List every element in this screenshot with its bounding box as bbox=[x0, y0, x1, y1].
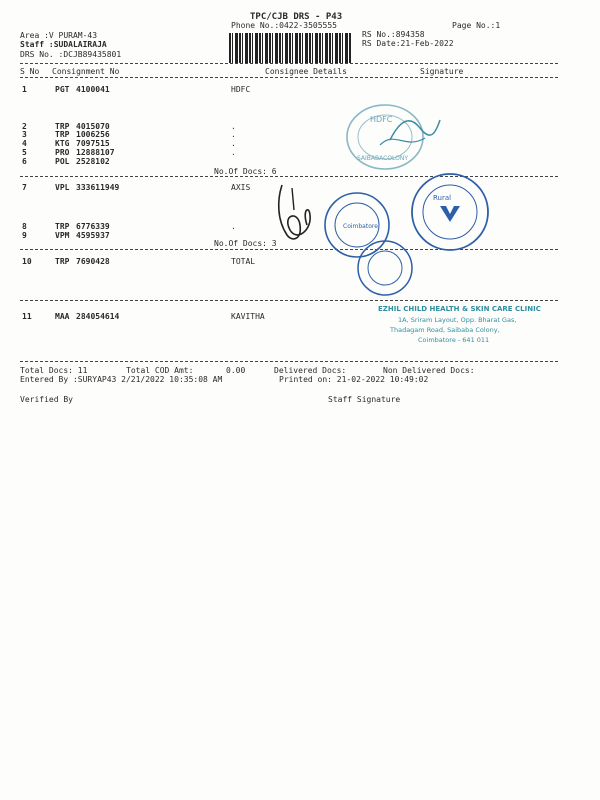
cod-label: Total COD Amt: bbox=[126, 366, 194, 375]
svg-text:Coimbatore: Coimbatore bbox=[343, 223, 378, 230]
col-signature: Signature bbox=[420, 67, 464, 76]
cod-value: 0.00 bbox=[226, 366, 246, 375]
document-title: TPC/CJB DRS - P43 bbox=[250, 12, 343, 22]
drs-document: TPC/CJB DRS - P43 Phone No.:0422-3505555 Page No.:1 Area :V PURAM-43 Staff :SUDALAIRAJA DRS No. :DCJB89435801 RS No.:894358 RS Date:21-Feb-2022 S No Consignment No Consignee Details Signature 1 PGT 4100041 HDFC 2 TRP 4015070 . 3 TRP 1006256 . 4 KTG 7097515 . 5 PRO 12888107 . 6 POL 2528102 No.Of Docs: 6 7 VPL 333611949 AXIS 8 TRP 6776339 . 9 VPM 4595937 No.Of Docs: 3 10 TRP 7690428 TOTAL 11 MAA 284054614 KAVITHA Total Docs: 11 Total COD Amt: 0.00 Delivered Docs: Non Delivered Docs: Entered By :SURYAP43 2/21/2022 10:35:08 AM Printed on: 21-02-2022 10:49:02 Verified By Staff Signature HDFC SAIBABACOLONY Coimbatore Rural EZHIL CHILD HEALTH & SKIN CARE CLINIC 1A, Sriram Layout, Opp. Bharat Gas, Thadagam Road, Saibaba Colony, Coimbatore - 641 011 bbox=[0, 0, 600, 800]
verified-by: Verified By bbox=[20, 395, 73, 404]
phone-number: Phone No.:0422-3505555 bbox=[231, 21, 337, 30]
col-consignment: Consignment No bbox=[52, 67, 120, 76]
divider bbox=[20, 300, 558, 301]
printed-on: Printed on: 21-02-2022 10:49:02 bbox=[279, 375, 429, 384]
divider bbox=[20, 63, 558, 64]
barcode bbox=[229, 33, 351, 63]
svg-text:HDFC: HDFC bbox=[370, 115, 393, 124]
rs-number: RS No.:894358 bbox=[362, 30, 425, 39]
col-sno: S No bbox=[20, 67, 40, 76]
non-delivered-docs: Non Delivered Docs: bbox=[383, 366, 475, 375]
entered-by: Entered By :SURYAP43 2/21/2022 10:35:08 AM bbox=[20, 375, 223, 384]
page-number: Page No.:1 bbox=[452, 21, 501, 30]
rs-date: RS Date:21-Feb-2022 bbox=[362, 39, 454, 48]
direct-marketing-stamp bbox=[350, 238, 425, 303]
staff-name: Staff :SUDALAIRAJA bbox=[20, 40, 107, 49]
svg-text:SAIBABACOLONY: SAIBABACOLONY bbox=[357, 155, 409, 162]
delivered-docs: Delivered Docs: bbox=[274, 366, 347, 375]
staff-signature-label: Staff Signature bbox=[328, 395, 401, 404]
group-doc-count: No.Of Docs: 3 bbox=[214, 239, 277, 248]
divider bbox=[20, 361, 558, 362]
divider bbox=[20, 77, 558, 78]
total-docs: Total Docs: 11 bbox=[20, 366, 88, 375]
col-consignee: Consignee Details bbox=[265, 67, 347, 76]
area: Area :V PURAM-43 bbox=[20, 31, 98, 40]
svg-text:Rural: Rural bbox=[433, 194, 452, 202]
drs-number: DRS No. :DCJB89435801 bbox=[20, 50, 122, 59]
hdfc-stamp bbox=[340, 100, 450, 175]
clinic-stamp: EZHIL CHILD HEALTH & SKIN CARE CLINIC 1A, Sriram Layout, Opp. Bharat Gas, Thadagam Road, Saibaba Colony, Coimbatore - 641 011 bbox=[378, 305, 541, 344]
group-doc-count: No.Of Docs: 6 bbox=[214, 167, 277, 176]
